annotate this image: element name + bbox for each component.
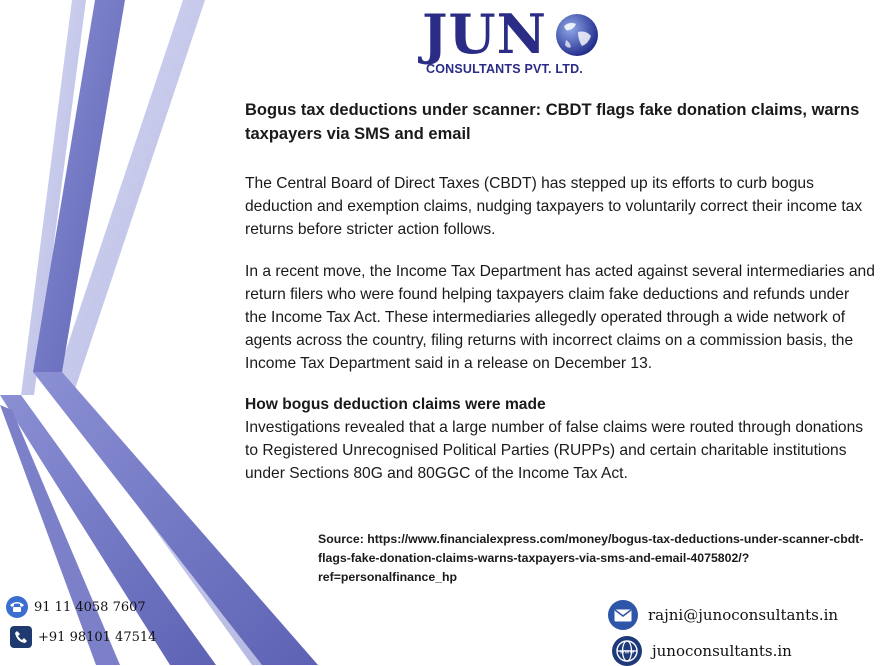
logo-wordmark: JUN [422,2,548,66]
company-logo [420,2,620,78]
globe-logo-icon [554,12,600,58]
article-headline: Bogus tax deductions under scanner: CBDT flags fake donation claims, warns taxpayers via SMS and email [245,101,860,143]
website-contact[interactable] [612,636,792,666]
globe-icon [612,636,642,666]
mobile-number: +91 98101 47514 [38,629,157,645]
website-url: junoconsultants.in [652,642,792,660]
mobile-phone-icon [10,626,32,648]
telephone-icon [6,596,28,618]
article-paragraph-1: The Central Board of Direct Taxes (CBDT) has stepped up its efforts to curb bogus deduction and exemption claims, nudging taxpayers to voluntarily correct their income tax returns before stricter action follows. [245,175,863,238]
email-contact[interactable] [608,600,838,630]
article [245,98,875,485]
mobile-contact[interactable] [10,626,156,648]
logo-subtitle: CONSULTANTS PVT. LTD. [426,62,583,76]
email-address: rajni@junoconsultants.in [648,606,839,624]
article-subheading: How bogus deduction claims were made [245,396,546,413]
source-citation: Source: https://www.financialexpress.com/money/bogus-tax-deductions-under-scanner-cbdt-flags-fake-donation-claims-warns-taxpayers-via-sms-and-email-4075802/?ref=personalfinance_hp [318,532,864,584]
article-paragraph-3: Investigations revealed that a large number of false claims were routed through donations to Registered Unrecognised Political Parties (RUPPs) and certain charitable institutions under Sections 80G and 80GGC of the Income Tax Act. [245,419,864,482]
phone-number: 91 11 4058 7607 [34,599,146,615]
phone-contact[interactable] [6,596,146,618]
article-paragraph-2: In a recent move, the Income Tax Department has acted against several intermediaries and return filers who were found helping taxpayers claim fake deductions and refunds under the Income Tax Act. These intermediaries allegedly operated through a wide network of agents across the country, filing returns with incorrect claims on a commission basis, the Income Tax Department said in a release on December 13. [245,263,875,372]
svg-text:www: www [619,648,635,656]
mail-icon [608,600,638,630]
